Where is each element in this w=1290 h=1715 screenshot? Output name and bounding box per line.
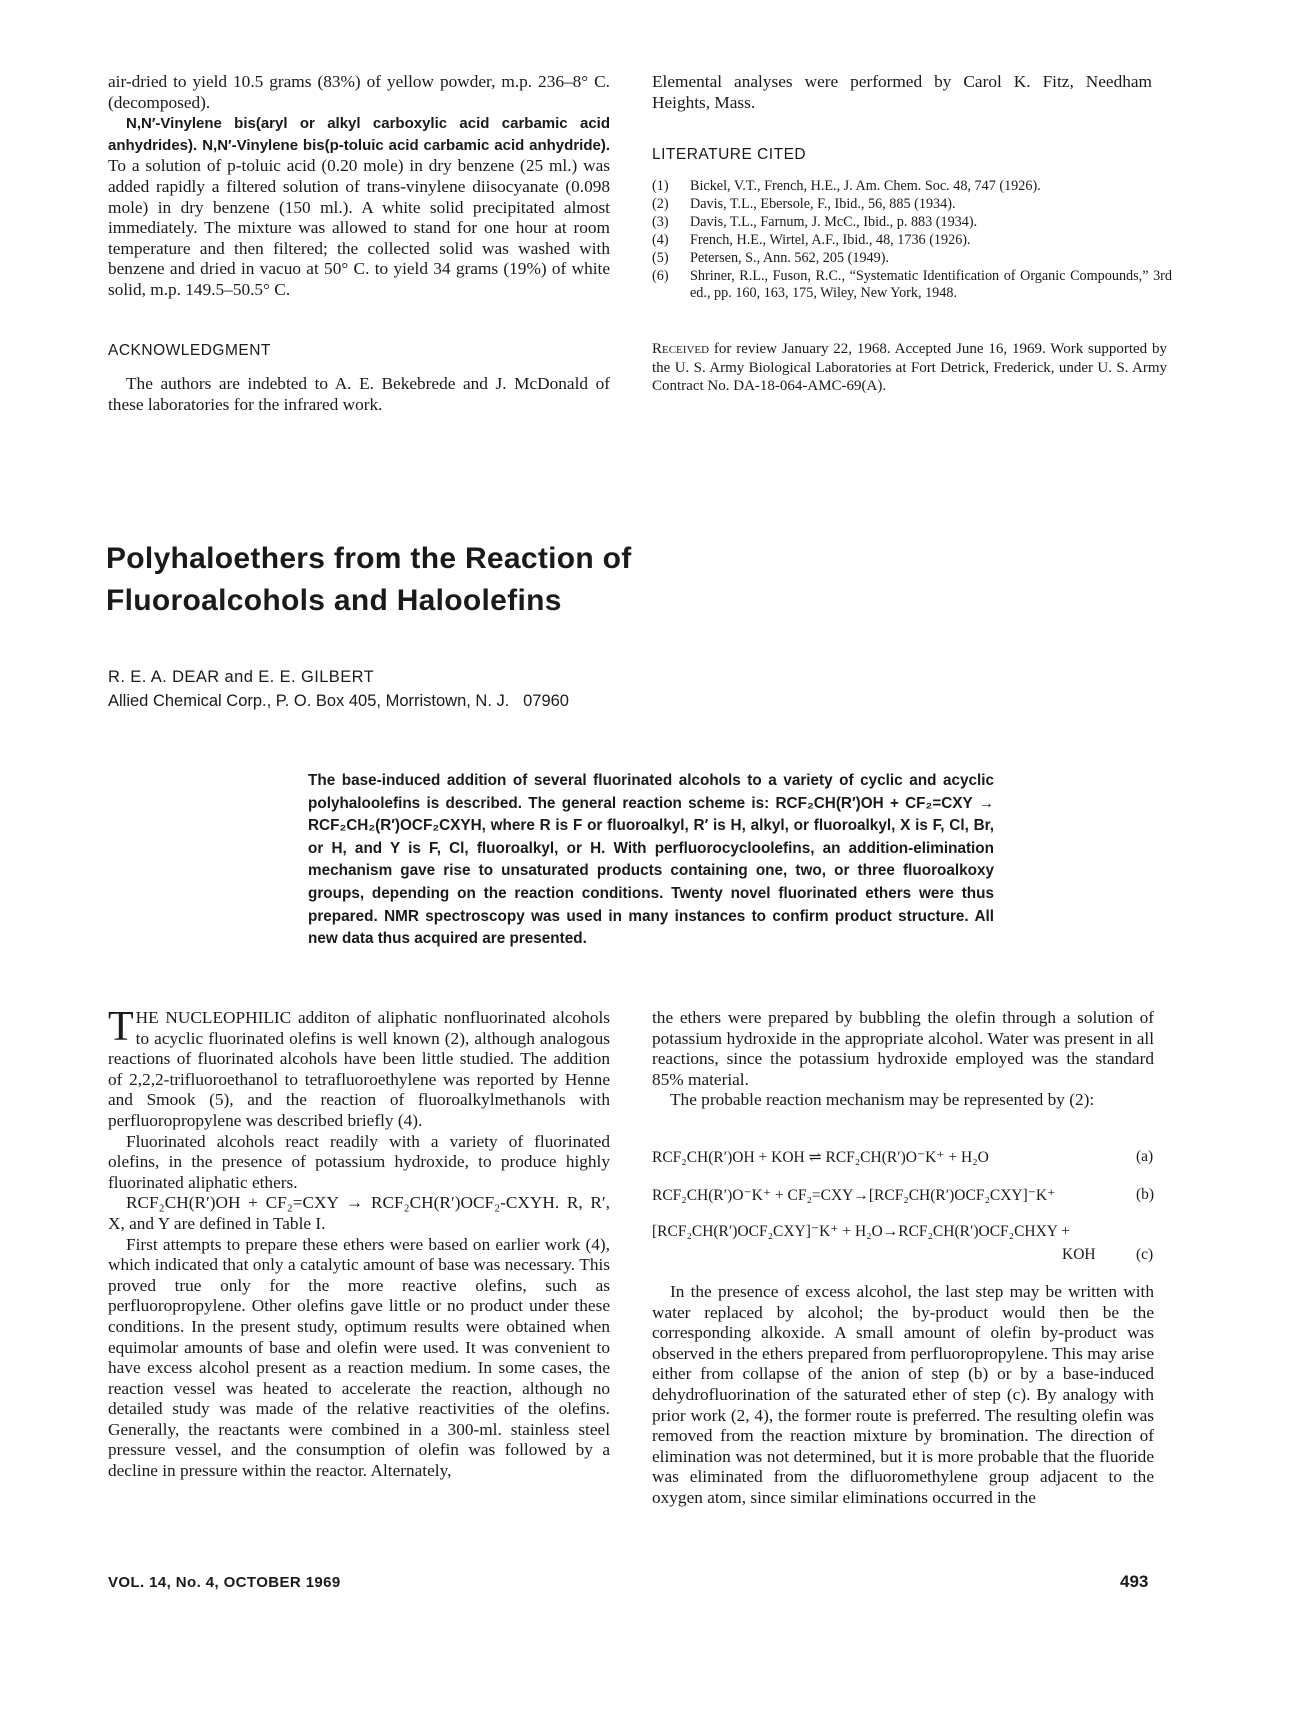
body-paragraph: The probable reaction mechanism may be represented by (2): xyxy=(670,1090,1095,1110)
reference-item xyxy=(652,196,1172,213)
drop-cap: T xyxy=(108,1004,134,1050)
equation-a: RCF₂CH(R′)OH + KOH ⇌ RCF₂CH(R′)O⁻K⁺ + H₂O xyxy=(652,1149,989,1166)
analyses-text: Elemental analyses were performed by Carol K. Fitz, Needham Heights, Mass. xyxy=(652,72,1152,112)
acknowledgment-heading: ACKNOWLEDGMENT xyxy=(108,342,271,359)
reference-number: (1) xyxy=(652,178,669,194)
reaction-paragraph: RCF₂CH(R′)OH + CF₂=CXY → RCF₂CH(R′)OCF₂-CXYH. R, R′, X, and Y are defined in Table I. xyxy=(108,1193,610,1233)
acknowledgment-text: The authors are indebted to A. E. Bekebrede and J. McDonald of these laboratories for the infrared work. xyxy=(108,374,610,414)
reference-text: Shriner, R.L., Fuson, R.C., “Systematic Identification of Organic Compounds,” 3rd ed., pp. 160, 163, 175, Wiley, New York, 1948. xyxy=(690,268,1172,301)
body-paragraph: First attempts to prepare these ethers were based on earlier work (4), which indicated that only a catalytic amount of base was necessary. This proved true only for the more reactive olefins, such as perfluoropropylene. Other olefins gave little or no product under these conditions. In the present study, optimum results were obtained when equimolar amounts of base and olefin were used. It was convenient to have excess alcohol present as a reaction medium. In some cases, the reaction vessel was heated to accelerate the reaction, although no detailed study was made of the relative reactivities of the olefins. Generally, the reactants were combined in a 300-ml. stainless steel pressure vessel, and the consumption of olefin was followed by a decline in pressure within the reactor. Alternately, xyxy=(108,1234,610,1481)
reference-text: Davis, T.L., Farnum, J. McC., Ibid., p. 883 (1934). xyxy=(690,214,978,230)
sub-heading-2: N,N′-Vinylene bis(p-toluic acid carbamic acid anhydride). xyxy=(202,136,610,154)
reference-item xyxy=(652,268,1172,301)
equation-c-label: (c) xyxy=(1136,1246,1154,1263)
authors: R. E. A. DEAR and E. E. GILBERT xyxy=(108,668,375,686)
body-paragraph: In the presence of excess alcohol, the last step may be written with water replaced by alcohol; the by-product would then be the corresponding alkoxide. A small amount of olefin by-product was observed in the ethers prepared from perfluoropropylene. This may arise either from collapse of the anion of step (b) or by a base-induced dehydrofluorination of the saturated ether of step (c). By analogy with prior work (2, 4), the former route is preferred. The resulting olefin was removed from the reaction mixture by bromination. The direction of elimination was not determined, but it is more probable that the fluoride was eliminated from the difluoromethylene group adjacent to the oxygen atom, since similar eliminations occurred in the xyxy=(652,1282,1154,1507)
equation-a-label: (a) xyxy=(1136,1148,1154,1165)
reference-number: (4) xyxy=(652,232,669,248)
equation-c: [RCF₂CH(R′)OCF₂CXY]⁻K⁺ + H₂O→RCF₂CH(R′)OCF₂CHXY + xyxy=(652,1223,1071,1240)
reference-text: Davis, T.L., Ebersole, F., Ibid., 56, 885 (1934). xyxy=(690,196,956,212)
reference-text: French, H.E., Wirtel, A.F., Ibid., 48, 1736 (1926). xyxy=(690,232,971,248)
reference-number: (2) xyxy=(652,196,669,212)
reference-text: Petersen, S., Ann. 562, 205 (1949). xyxy=(690,250,890,266)
intro-lead: HE NUCLEOPHILIC xyxy=(135,1008,292,1027)
sub-section-paragraph xyxy=(108,113,610,300)
body-paragraph: Fluorinated alcohols react readily with a variety of fluorinated olefins, in the presence of potassium hydroxide, to produce highly fluorinated aliphatic ethers. xyxy=(108,1131,610,1192)
received-label: Received xyxy=(652,341,710,357)
acknowledgment-body xyxy=(108,374,610,415)
intro-paragraph xyxy=(108,1004,610,1132)
abstract: The base-induced addition of several fluorinated alcohols to a variety of cyclic and acyclic polyhaloolefins is described. The general reaction scheme is: RCF₂CH(R′)OH + CF₂=CXY → RCF₂CH₂(R′)OCF₂CXYH, where R is F or fluoroalkyl, R′ is H, alkyl, or fluoroalkyl, X is F, Cl, Br, or H, and Y is F, Cl, fluoroalkyl, or H. With perfluorocycloolefins, an addition-elimination mechanism gave rise to unsaturated products containing one, two, or three fluoroalkoxy groups, depending on the reaction conditions. Twenty novel fluorinated ethers were thus prepared. NMR spectroscopy was used in many instances to confirm product structure. All new data thus acquired are presented. xyxy=(308,772,994,948)
equation-b: RCF₂CH(R′)O⁻K⁺ + CF₂=CXY→[RCF₂CH(R′)OCF₂CXY]⁻K⁺ xyxy=(652,1187,1056,1204)
received-text: for review January 22, 1968. Accepted June 16, 1969. Work supported by the U. S. Army Biological Laboratories at Fort Detrick, Frederick, under U. S. Army Contract No. DA-18-064-AMC-69(A). xyxy=(652,341,1167,394)
page-number: 493 xyxy=(1120,1572,1149,1591)
body-right-column-continued xyxy=(652,1282,1154,1509)
sub-heading: N,N′-Vinylene bis(aryl or alkyl carboxylic acid carbamic acid anhydrides). xyxy=(108,115,610,154)
article-title xyxy=(106,538,632,622)
journal-footer: VOL. 14, No. 4, OCTOBER 1969 xyxy=(108,1574,341,1591)
body-left-column xyxy=(108,1004,610,1482)
equation-c-continued: KOH xyxy=(1062,1246,1096,1263)
reference-item xyxy=(652,178,1172,195)
reference-item xyxy=(652,232,1172,249)
affiliation: Allied Chemical Corp., P. O. Box 405, Morristown, N. J. 07960 xyxy=(108,692,569,710)
title-line-1: Polyhaloethers from the Reaction of xyxy=(106,542,632,575)
received-note xyxy=(652,340,1167,396)
sub-section-body: To a solution of p-toluic acid (0.20 mole) in dry benzene (25 ml.) was added rapidly a filtered solution of trans-vinylene diisocyanate (0.098 mole) in dry benzene (150 ml.). A white solid precipitated almost immediately. The mixture was allowed to stand for one hour at room temperature and then filtered; the collected solid was washed with benzene and dried in vacuo at 50° C. to yield 34 grams (19%) of white solid, m.p. 149.5–50.5° C. xyxy=(108,156,610,299)
reference-item xyxy=(652,214,1172,231)
intro-text: additon of aliphatic nonfluorinated alcohols to acyclic fluorinated olefins is well known (2), although analogous reactions of fluorinated alcohols have been little studied. The addition of 2,2,2-trifluoroethanol to tetrafluoroethylene was reported by Henne and Smook (5), and the reaction of fluoroalkylmethanols with perfluoropropylene was described briefly (4). xyxy=(108,1008,610,1130)
title-line-2: Fluoroalcohols and Haloolefins xyxy=(106,584,562,617)
reference-number: (6) xyxy=(652,268,669,284)
carryover-paragraph: air-dried to yield 10.5 grams (83%) of yellow powder, m.p. 236–8° C. (decomposed). xyxy=(108,72,610,112)
body-right-column xyxy=(652,1008,1154,1111)
reference-number: (5) xyxy=(652,250,669,266)
body-paragraph: the ethers were prepared by bubbling the olefin through a solution of potassium hydroxide in the appropriate alcohol. Water was present in all reactions, since the potassium hydroxide employed was the standard 85% material. xyxy=(652,1008,1154,1089)
analyses-note xyxy=(652,72,1152,113)
literature-cited-heading: LITERATURE CITED xyxy=(652,146,807,163)
reference-item xyxy=(652,250,1172,267)
equation-b-label: (b) xyxy=(1136,1186,1155,1203)
reference-text: Bickel, V.T., French, H.E., J. Am. Chem. Soc. 48, 747 (1926). xyxy=(690,178,1041,194)
reference-number: (3) xyxy=(652,214,669,230)
top-left-column xyxy=(108,72,610,301)
